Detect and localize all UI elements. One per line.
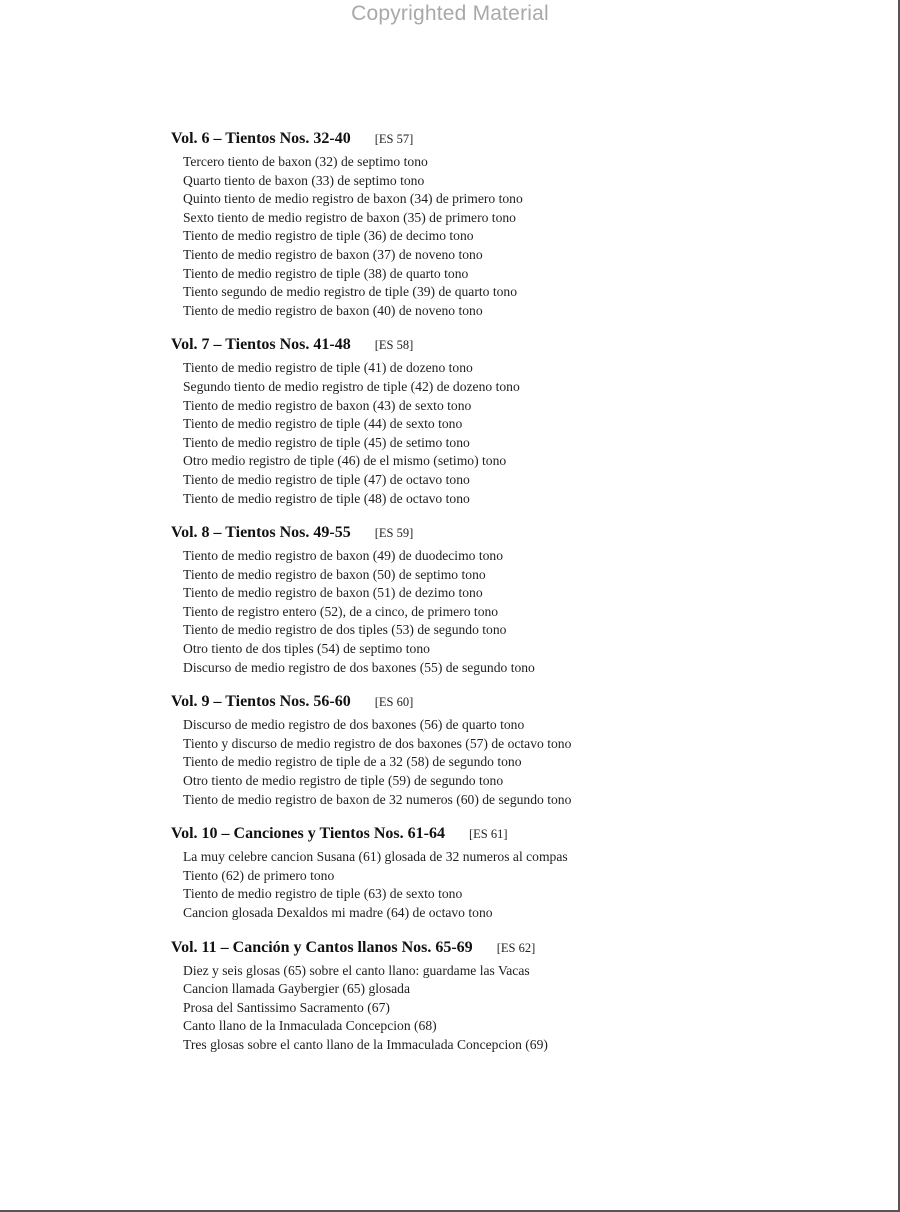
volume-heading [171,524,871,546]
volume-catalog-ref: [ES 57] [374,132,414,146]
piece-item: Tercero tiento de baxon (32) de septimo tono [183,154,428,169]
piece-item: Tiento de medio registro de tiple (47) de octavo tono [183,471,470,487]
piece-list [171,716,871,809]
piece-item: Tiento segundo de medio registro de tiple (39) de quarto tono [183,284,517,300]
piece-item: Tiento de medio registro de baxon (51) de dezimo tono [183,585,483,601]
volume-catalog-ref: [ES 61] [468,827,508,842]
piece-item: Canto llano de la Inmaculada Concepcion (68) [183,1018,437,1034]
volume-title: Vol. 7 – Tientos Nos. 41-48 [171,336,351,354]
piece-item: Tiento de medio registro de baxon (43) de sexto tono [183,397,472,413]
piece-item: Tiento de medio registro de tiple (63) de sexto tono [183,886,463,902]
piece-item: Tiento de medio registro de tiple (36) de decimo tono [183,228,474,244]
volume-section [171,693,871,809]
volume-catalog-ref: [ES 60] [374,695,414,710]
volume-section [171,939,871,1055]
volume-title: Vol. 9 – Tientos Nos. 56-60 [171,693,351,711]
piece-item: Tres glosas sobre el canto llano de la Immaculada Concepcion (69) [183,1036,548,1052]
piece-item: Tiento de registro entero (52), de a cinco, de primero tono [183,603,499,619]
piece-item: Tiento de medio registro de tiple (45) de setimo tono [183,434,470,450]
piece-item: Tiento de medio registro de tiple (48) de octavo tono [183,490,470,506]
piece-list [171,153,871,320]
piece-item: Tiento de medio registro de tiple (38) de quarto tono [183,265,469,281]
copyright-watermark: Copyrighted Material [351,2,549,25]
volume-title: Vol. 6 – Tientos Nos. 32-40 [171,130,351,147]
volume-title: Vol. 10 – Canciones y Tientos Nos. 61-64 [171,825,445,843]
piece-item: Tiento de medio registro de baxon (40) de noveno tono [183,302,483,318]
volume-heading [171,825,871,847]
volume-list [171,130,871,1071]
volume-title: Vol. 11 – Canción y Cantos llanos Nos. 65-69 [171,938,473,956]
volume-section [171,524,871,677]
volume-heading [171,336,871,358]
piece-item: Tiento de medio registro de baxon (49) de duodecimo tono [183,548,504,564]
piece-item: Tiento de medio registro de baxon (50) de septimo tono [183,566,486,582]
volume-section [171,130,871,320]
piece-item: Segundo tiento de medio registro de tiple (42) de dozeno tono [183,378,520,394]
piece-item: Quinto tiento de medio registro de baxon (34) de primero tono [183,191,523,207]
piece-item: Sexto tiento de medio registro de baxon (35) de primero tono [183,209,516,225]
volume-catalog-ref: [ES 59] [374,526,414,541]
piece-item: Otro tiento de medio registro de tiple (59) de segundo tono [183,773,504,789]
volume-section [171,336,871,508]
volume-heading [171,693,871,715]
piece-item: Prosa del Santissimo Sacramento (67) [183,999,390,1015]
piece-item: Tiento de medio registro de baxon (37) de noveno tono [183,246,483,262]
volume-catalog-ref: [ES 58] [374,338,414,353]
piece-item: Tiento (62) de primero tono [183,867,335,883]
piece-list [171,359,871,508]
volume-catalog-ref: [ES 62] [496,940,536,955]
piece-item: Cancion llamada Gaybergier (65) glosada [183,981,410,997]
piece-list [171,848,871,922]
piece-item: La muy celebre cancion Susana (61) glosada de 32 numeros al compas [183,849,568,865]
piece-item: Tiento de medio registro de baxon de 32 numeros (60) de segundo tono [183,791,572,807]
piece-item: Cancion glosada Dexaldos mi madre (64) de octavo tono [183,905,493,920]
piece-item: Discurso de medio registro de dos baxones (56) de quarto tono [183,717,525,733]
volume-heading [171,939,871,961]
piece-item: Diez y seis glosas (65) sobre el canto llano: guardame las Vacas [183,962,530,978]
piece-item: Tiento de medio registro de tiple (44) de sexto tono [183,416,463,432]
volume-title: Vol. 8 – Tientos Nos. 49-55 [171,524,351,542]
piece-item: Quarto tiento de baxon (33) de septimo tono [183,172,425,188]
piece-item: Otro medio registro de tiple (46) de el mismo (setimo) tono [183,453,507,469]
piece-list [171,962,871,1055]
piece-item: Tiento de medio registro de tiple (41) de dozeno tono [183,360,473,376]
volume-heading [171,130,871,152]
piece-item: Tiento y discurso de medio registro de dos baxones (57) de octavo tono [183,735,572,751]
piece-item: Tiento de medio registro de tiple de a 32 (58) de segundo tono [183,754,522,770]
piece-item: Discurso de medio registro de dos baxones (55) de segundo tono [183,659,535,675]
piece-item: Otro tiento de dos tiples (54) de septimo tono [183,641,430,657]
piece-item: Tiento de medio registro de dos tiples (53) de segundo tono [183,622,507,638]
volume-section [171,825,871,922]
piece-list [171,547,871,677]
